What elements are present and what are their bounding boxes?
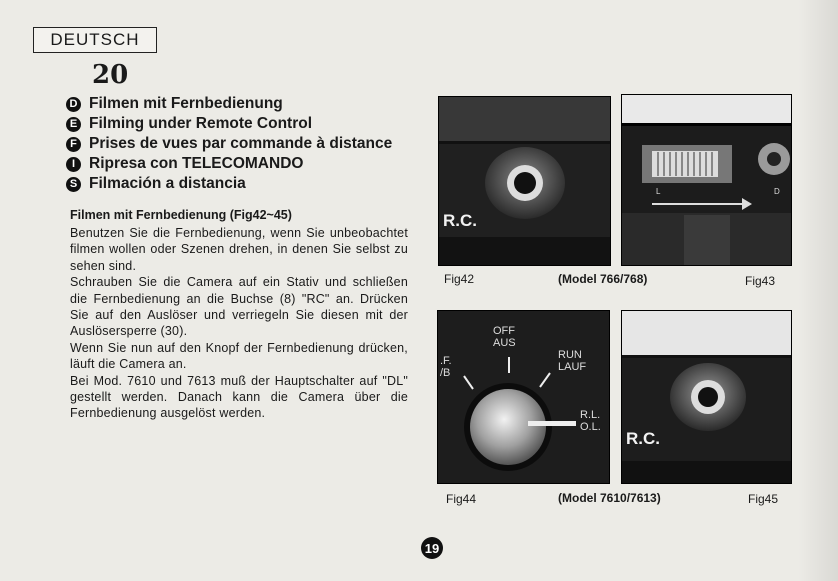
- lang-title-i: Ripresa con TELECOMANDO: [89, 155, 304, 172]
- lang-row-e: [66, 114, 392, 134]
- language-badge: I: [66, 157, 81, 172]
- mode-dial: [470, 389, 546, 465]
- dial-label-off: OFF: [493, 325, 515, 337]
- paragraph: Wenn Sie nun auf den Knopf der Fernbedienung drücken, läuft die Camera an.: [70, 340, 408, 372]
- paragraph: Benutzen Sie die Fernbedienung, wenn Sie unbeobachtet filmen wollen oder Szenen drehen, in denen Sie selbst zu sehen sind.: [70, 226, 408, 273]
- section-number: 20: [92, 60, 129, 90]
- lang-title-s: Filmación a distancia: [89, 175, 246, 192]
- language-badge: E: [66, 117, 81, 132]
- arrow-icon: [652, 203, 742, 205]
- lang-row-i: [66, 154, 392, 174]
- dial-label-f: .F.: [440, 355, 452, 367]
- fig43-label-l: L: [656, 187, 661, 196]
- fig42-caption: Fig42: [444, 272, 475, 286]
- dial-label-lauf: LAUF: [558, 361, 587, 373]
- language-label: DEUTSCH: [33, 27, 157, 53]
- language-badge: S: [66, 177, 81, 192]
- model-label-top: (Model 766/768): [558, 272, 648, 286]
- lang-row-d: [66, 94, 392, 114]
- lang-title-f: Prises de vues par commande à distance: [89, 135, 393, 152]
- language-badge: F: [66, 137, 81, 152]
- fig44-caption: Fig44: [446, 492, 477, 506]
- dial-label-aus: AUS: [493, 337, 516, 349]
- dial-label-run: RUN: [558, 349, 582, 361]
- lang-row-f: [66, 134, 392, 154]
- fig43-photo: [621, 94, 792, 266]
- section-title: Filmen mit Fernbedienung (Fig42~45): [70, 208, 292, 222]
- dial-label-ol: O.L.: [580, 421, 601, 433]
- lang-title-e: Filming under Remote Control: [89, 115, 313, 132]
- fig45-photo: [621, 310, 792, 484]
- fig42-rc-label: R.C.: [443, 211, 477, 230]
- language-title-list: [66, 94, 392, 194]
- paragraph: Bei Mod. 7610 und 7613 muß der Hauptschalter auf "DL" gestellt werden. Danach kann die Camera über die Fernbedienung ausgelöst werden.: [70, 373, 408, 421]
- fig42-photo: [438, 96, 611, 266]
- lang-title-d: Filmen mit Fernbedienung: [89, 95, 283, 112]
- language-badge: D: [66, 97, 81, 112]
- dial-label-rl: R.L.: [580, 409, 601, 421]
- page-edge-shadow: [798, 0, 838, 581]
- lang-row-s: [66, 174, 392, 194]
- fig43-caption: Fig43: [745, 274, 776, 288]
- paragraph: Schrauben Sie die Camera auf ein Stativ und schließen die Fernbedienung an die Buchse (8) "RC" an. Drücken Sie auf den Auslöser und verriegeln Sie diesen mit der Auslösersperre (30).: [70, 275, 408, 339]
- filter-slider: [652, 151, 718, 177]
- dial-label-b: /B: [440, 367, 451, 379]
- fig43-label-d: D: [774, 187, 780, 196]
- page-number-badge: 19: [421, 537, 443, 559]
- model-label-bottom: (Model 7610/7613): [558, 491, 661, 505]
- fig45-caption: Fig45: [748, 492, 779, 506]
- fig44-photo: [437, 310, 610, 484]
- body-text: [70, 225, 408, 422]
- fig45-rc-label: R.C.: [626, 429, 660, 448]
